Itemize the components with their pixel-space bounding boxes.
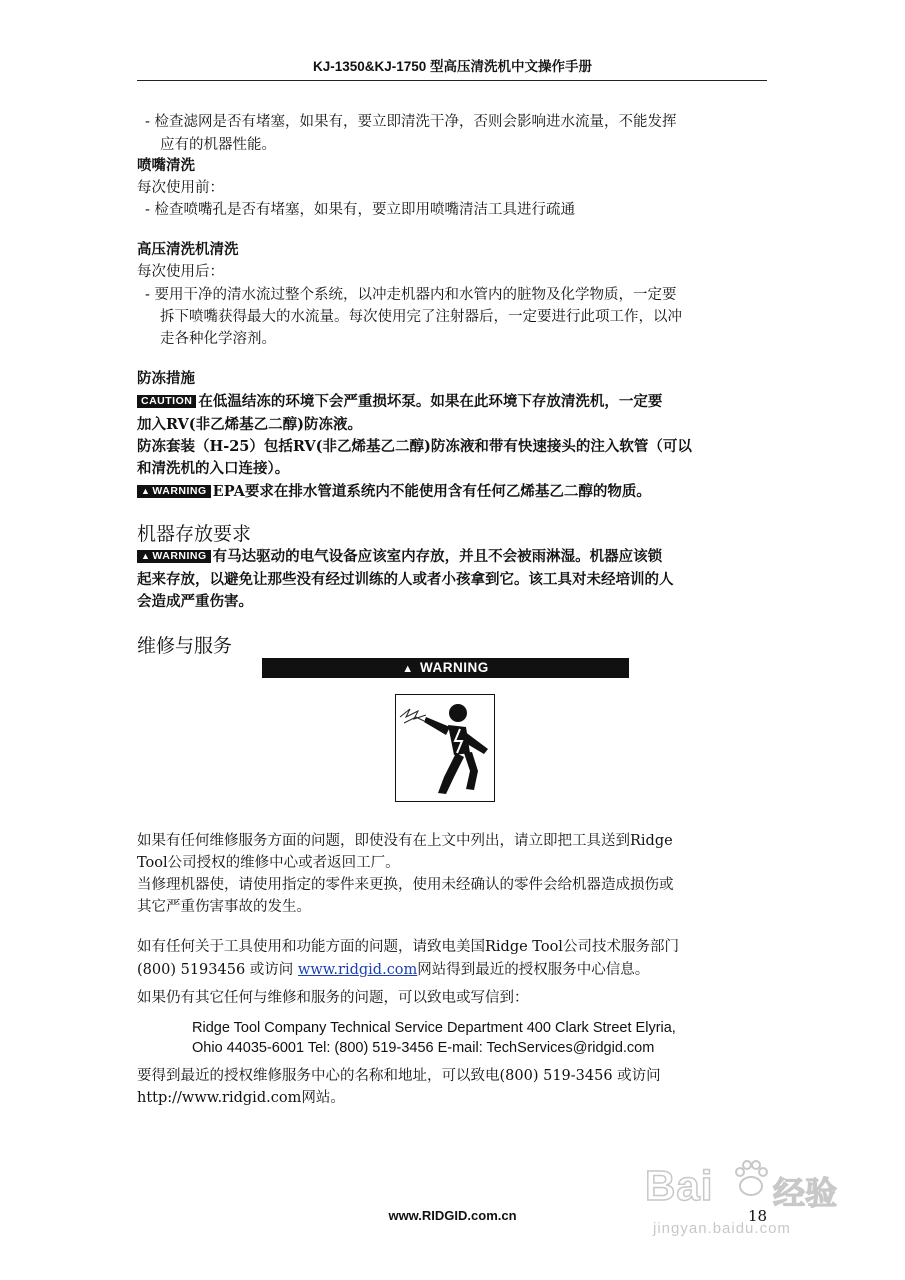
service-p3-line-2: (800) 5193456 或访问 www.ridgid.com网站得到最近的授权服务中心信息。	[137, 962, 650, 978]
washer-cleaning-line-1: - 要用干净的清水流过整个系统，以冲走机器内和水管内的脏物及化学物质，一定要	[145, 287, 677, 303]
antifreeze-caution-line-1	[137, 390, 662, 414]
service-p4: 如果仍有其它任何与维修和服务的问题，可以致电或写信到：	[137, 990, 529, 1006]
service-p3-line-1: 如有任何关于工具使用和功能方面的问题，请致电美国Ridge Tool公司技术服务部门	[137, 939, 679, 955]
washer-cleaning-line-3: 走各种化学溶剂。	[160, 331, 276, 347]
ridgid-link[interactable]: www.ridgid.com	[297, 962, 418, 978]
washer-cleaning-heading: 高压清洗机清洗	[137, 241, 239, 258]
service-p5-line-2: http://www.ridgid.com网站。	[137, 1090, 345, 1106]
antifreeze-kit-line-1: 防冻套装（H-25）包括RV(非乙烯基乙二醇)防冻液和带有快速接头的注入软管（可以	[137, 438, 692, 455]
service-p5-line-1: 要得到最近的授权维修服务中心的名称和地址，可以致电(800) 519-3456 或访问	[137, 1068, 661, 1084]
service-p2-line-2: 其它严重伤害事故的发生。	[137, 899, 311, 915]
address-line-1: Ridge Tool Company Technical Service Department 400 Clark Street Elyria,	[192, 1020, 676, 1036]
service-p1-line-2: Tool公司授权的维修中心或者返回工厂。	[137, 855, 400, 871]
storage-line-1	[137, 545, 662, 569]
watermark-brand-cn: 经验	[773, 1174, 838, 1212]
antifreeze-caution-text: 在低温结冻的环境下会严重损坏泵。如果在此环境下存放清洗机，一定要	[198, 393, 663, 410]
baidu-watermark	[645, 1148, 865, 1238]
electric-shock-icon	[395, 694, 495, 802]
antifreeze-warning-text: EPA要求在排水管道系统内不能使用含有任何乙烯基乙二醇的物质。	[212, 483, 651, 500]
watermark-brand: Bai	[645, 1162, 714, 1209]
page-number: 18	[748, 1207, 768, 1225]
storage-line-2: 起来存放，以避免让那些没有经过训练的人或者小孩拿到它。该工具对未经培训的人	[137, 571, 674, 588]
warning-label: ▲ WARNING	[137, 550, 211, 563]
warning-triangle-icon: ▲	[141, 551, 151, 561]
storage-line-3: 会造成严重伤害。	[137, 593, 253, 610]
page-header: KJ-1350&KJ-1750 型高压清洗机中文操作手册	[312, 59, 593, 74]
paw-icon	[733, 1158, 769, 1198]
storage-heading: 机器存放要求	[137, 523, 252, 545]
antifreeze-caution-line-2: 加入RV(非乙烯基乙二醇)防冻液。	[137, 416, 363, 433]
service-heading: 维修与服务	[137, 635, 233, 657]
washer-cleaning-line-2: 拆下喷嘴获得最大的水流量。每次使用完了注射器后，一定要进行此项工作，以冲	[160, 309, 682, 325]
caution-label: CAUTION	[137, 395, 196, 408]
nozzle-cleaning-item: - 检查喷嘴孔是否有堵塞，如果有，要立即用喷嘴清洁工具进行疏通	[145, 202, 576, 218]
nozzle-cleaning-heading: 喷嘴清洗	[137, 157, 195, 174]
warning-triangle-icon: ▲	[141, 486, 151, 496]
nozzle-cleaning-when: 每次使用前：	[137, 180, 224, 196]
footer-url: www.RIDGID.com.cn	[388, 1208, 517, 1223]
storage-text: 有马达驱动的电气设备应该室内存放，并且不会被雨淋湿。机器应该锁	[212, 548, 663, 565]
service-warning-bar: ▲ WARNING	[262, 658, 629, 678]
filter-check-line-2: 应有的机器性能。	[160, 137, 276, 153]
watermark-url: jingyan.baidu.com	[653, 1220, 791, 1237]
address-line-2: Ohio 44035-6001 Tel: (800) 519-3456 E-mail: TechServices@ridgid.com	[192, 1040, 655, 1056]
header-divider	[137, 80, 767, 81]
service-p2-line-1: 当修理机器使，请使用指定的零件来更换，使用未经确认的零件会给机器造成损伤或	[137, 877, 674, 893]
antifreeze-heading: 防冻措施	[137, 370, 195, 387]
warning-triangle-icon: ▲	[402, 663, 414, 675]
filter-check-line-1: - 检查滤网是否有堵塞，如果有，要立即清洗干净，否则会影响进水流量，不能发挥	[145, 114, 677, 130]
warning-label: ▲ WARNING	[137, 485, 211, 498]
antifreeze-kit-line-2: 和清洗机的入口连接）。	[137, 460, 290, 477]
service-p1-line-1: 如果有任何维修服务方面的问题，即使没有在上文中列出，请立即把工具送到Ridge	[137, 833, 673, 849]
antifreeze-warning-line	[137, 480, 651, 504]
washer-cleaning-when: 每次使用后：	[137, 264, 224, 280]
